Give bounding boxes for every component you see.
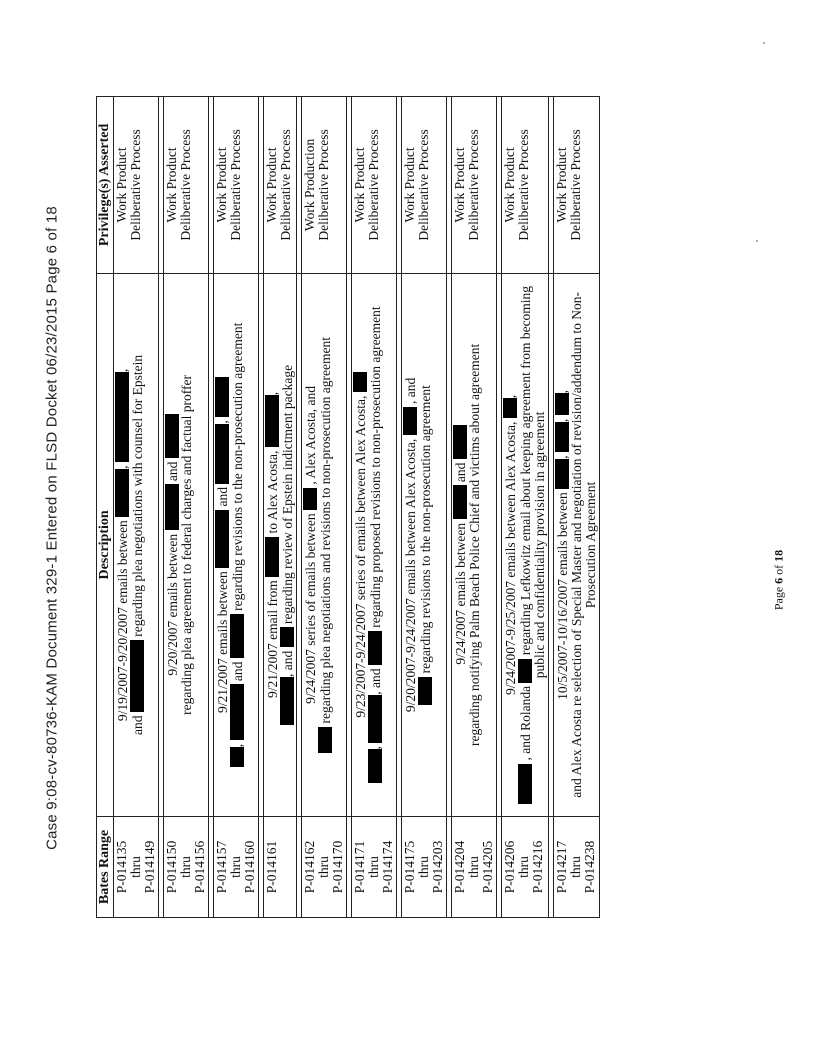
table-row: [302, 97, 347, 918]
bates-range-cell: P-014135 thru P-014149: [114, 816, 159, 917]
privilege-cell: Work Product Deliberative Process: [264, 97, 297, 274]
redaction-block: [403, 407, 417, 435]
redaction-block: [280, 677, 294, 725]
redaction-block: [453, 486, 467, 520]
redaction-block: [368, 749, 382, 783]
privilege-log: [96, 96, 714, 918]
bates-range-cell: P-014206 thru P-014216: [502, 816, 549, 917]
table-row: [114, 97, 159, 918]
bates-range-cell: P-014157 thru P-014160: [214, 816, 259, 917]
redaction-block: [368, 631, 382, 665]
description-cell: 9/24/2007-9/25/2007 emails between Alex Acosta, , , and Rolanda regarding Lefkowitz email about keeping agreement from becoming public and confidentiality provision in agreement: [502, 273, 549, 816]
redaction-block: [230, 614, 244, 658]
table-row: [502, 97, 549, 918]
redaction-block: [368, 695, 382, 743]
redaction-block: [453, 425, 467, 459]
privilege-cell: Work Product Deliberative Process: [214, 97, 259, 274]
privilege-cell: Work Product Deliberative Process: [114, 97, 159, 274]
docket-header: [14, 0, 61, 1056]
redaction-block: [130, 640, 144, 712]
redaction-block: [353, 372, 367, 392]
table-row: [214, 97, 259, 918]
table-row: [164, 97, 209, 918]
table-row: [264, 97, 297, 918]
redaction-block: [503, 398, 517, 418]
bates-range-cell: P-014162 thru P-014170: [302, 816, 347, 917]
redaction-block: [555, 459, 569, 489]
table-row: [452, 97, 497, 918]
privilege-cell: Work Product Deliberative Process: [452, 97, 497, 274]
privilege-cell: Work Product Deliberative Process: [402, 97, 447, 274]
table-row: [402, 97, 447, 918]
redaction-block: [555, 393, 569, 415]
redaction-block: [518, 764, 532, 804]
page-footer: Page 6 of 18: [771, 549, 786, 611]
bates-range-cell: P-014171 thru P-014174: [352, 816, 397, 917]
bates-range-cell: P-014217 thru P-014238: [554, 816, 600, 917]
description-cell: 9/24/2007 emails between and regarding notifying Palm Beach Police Chief and victims about agreement: [452, 273, 497, 816]
redaction-block: [215, 510, 229, 568]
redaction-block: [165, 485, 179, 531]
bates-range-cell: P-014204 thru P-014205: [452, 816, 497, 917]
privilege-cell: Work Product Deliberative Process: [502, 97, 549, 274]
redaction-block: [115, 372, 129, 462]
description-cell: 10/5/2007-10/16/2007 emails between , , , and Alex Acosta re selection of Special Master and negotiation of revision/addendum to Non-Prosecution Agreement: [554, 273, 600, 816]
description-cell: 9/20/2007 emails between and regarding plea agreement to federal charges and factual proffer: [164, 273, 209, 816]
redaction-block: [265, 395, 279, 447]
scan-speck: [763, 42, 765, 44]
redaction-block: [230, 747, 244, 767]
description-cell: 9/21/2007 email from to Alex Acosta, , , and regarding review of Epstein indictment package: [264, 273, 297, 816]
redaction-block: [303, 488, 317, 510]
column-header-privilege: Privilege(s) Asserted: [97, 97, 114, 274]
table-header-row: [97, 97, 114, 918]
description-cell: 9/24/2007 series of emails between , Alex Acosta, and regarding plea negotiations and revisions to non-prosecution agreement: [302, 273, 347, 816]
privilege-cell: Work Product Deliberative Process: [554, 97, 600, 274]
redaction-block: [115, 469, 129, 517]
table-row: [554, 97, 600, 918]
redaction-block: [215, 424, 229, 484]
redaction-block: [518, 659, 532, 683]
redaction-block: [318, 727, 332, 753]
description-cell: 9/23/2007-9/24/2007 series of emails between Alex Acosta, , , and regarding proposed revisions to non-prosecution agreement: [352, 273, 397, 816]
bates-range-cell: P-014175 thru P-014203: [402, 816, 447, 917]
scan-speck: [756, 240, 758, 242]
redaction-block: [165, 414, 179, 458]
bates-range-cell: P-014150 thru P-014156: [164, 816, 209, 917]
redaction-block: [230, 685, 244, 741]
column-header-description: Description: [97, 273, 114, 816]
privilege-cell: Work Product Deliberative Process: [164, 97, 209, 274]
redaction-block: [215, 377, 229, 417]
description-cell: 9/21/2007 emails between and , , and regarding revisions to the non-prosecution agreement: [214, 273, 259, 816]
privilege-cell: Work Product Deliberative Process: [352, 97, 397, 274]
redaction-block: [555, 422, 569, 452]
privilege-cell: Work Production Deliberative Process: [302, 97, 347, 274]
description-cell: 9/20/2007-9/24/2007 emails between Alex Acosta, , and regarding revisions to the non-prosecution agreement: [402, 273, 447, 816]
bates-range-cell: P-014161: [264, 816, 297, 917]
table-row: [352, 97, 397, 918]
redaction-block: [265, 537, 279, 577]
redaction-block: [418, 677, 432, 705]
redaction-block: [280, 627, 294, 647]
privilege-log-table: [96, 96, 600, 918]
docket-header-text: Case 9:08-cv-80736-KAM Document 329-1 Entered on FLSD Docket 06/23/2015 Page 6 of 18: [43, 206, 61, 850]
column-header-bates: Bates Range: [97, 816, 114, 917]
description-cell: 9/19/2007-9/20/2007 emails between , , and regarding plea negotiations with counsel for Epstein: [114, 273, 159, 816]
